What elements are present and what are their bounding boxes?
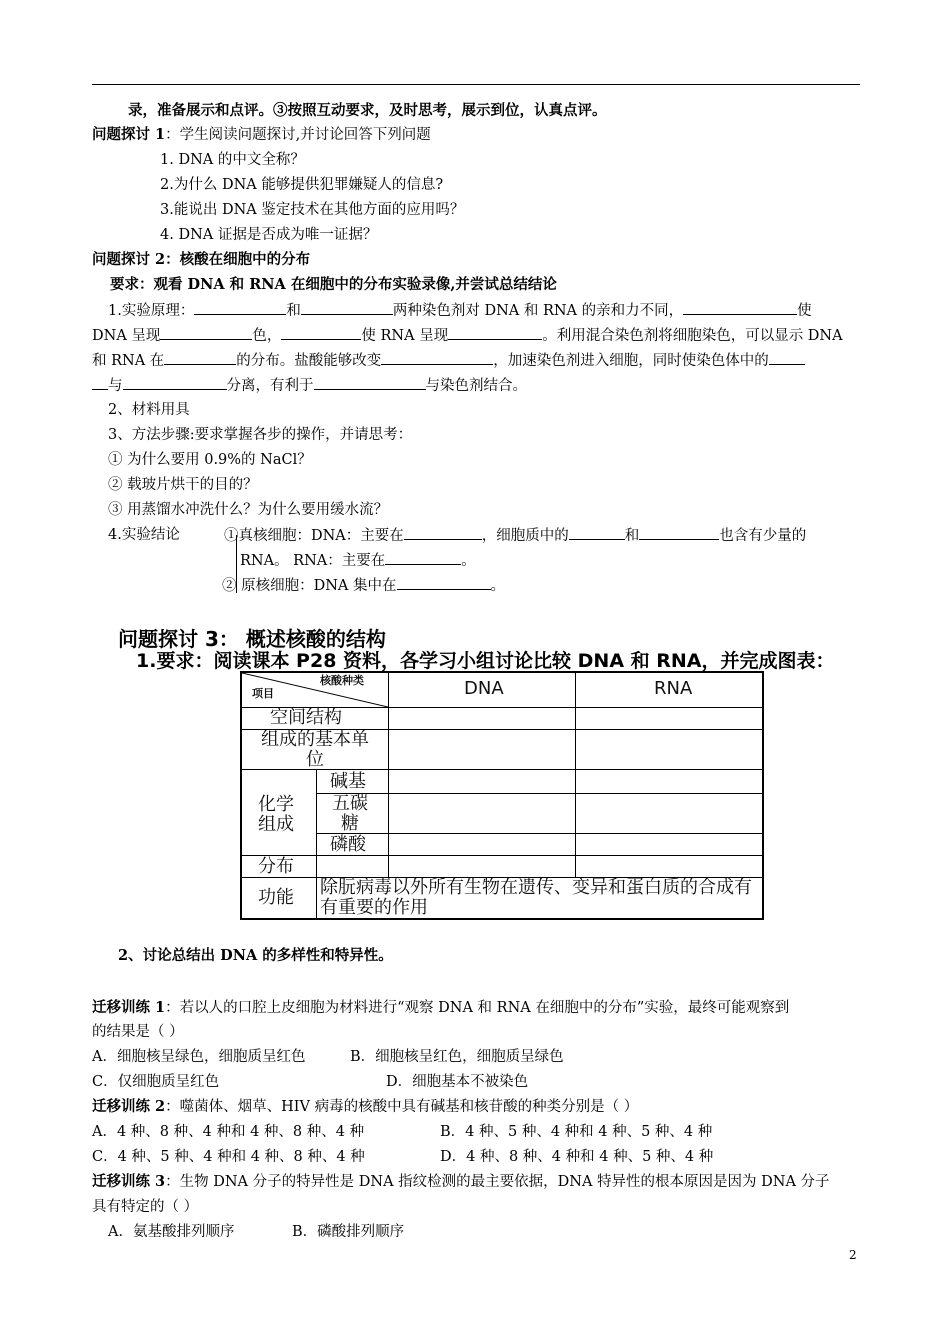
ex1-option-d: D．细胞基本不被染色 bbox=[386, 1074, 529, 1090]
q1-item-4: 4. DNA 证据是否成为唯一证据？ bbox=[160, 227, 378, 243]
col-rna: RNA bbox=[654, 678, 693, 699]
ex3-line-1: 迁移训练 3：生物 DNA 分子的特异性是 DNA 指纹检测的最主要依据，DNA 特异性的根本原因是因为 DNA 分子 bbox=[92, 1173, 830, 1190]
ex2-line: 迁移训练 2：噬菌体、烟草、HIV 病毒的核酸中具有碱基和核苷酸的种类分别是（ ） bbox=[92, 1098, 639, 1115]
blank[interactable] bbox=[683, 300, 797, 315]
ex1-line-1: 迁移训练 1：若以人的口腔上皮细胞为材料进行“观察 DNA 和 RNA 在细胞中的分布”实验，最终可能观察到 bbox=[92, 999, 790, 1016]
row-distribution: 分布 bbox=[258, 856, 294, 877]
principle-line-1: 1.实验原理： 和 两种染色剂对 DNA 和 RNA 的亲和力不同， 使 bbox=[108, 300, 812, 321]
conclusion-eukaryote-rna: RNA。 RNA：主要在 。 bbox=[240, 550, 476, 571]
blank[interactable] bbox=[448, 325, 542, 340]
ex1-line-2: 的结果是（ ） bbox=[92, 1024, 184, 1040]
blank[interactable] bbox=[639, 525, 719, 540]
ex3-option-b: B．磷酸排列顺序 bbox=[292, 1224, 405, 1240]
method-q1: ① 为什么要用 0.9%的 NaCl？ bbox=[108, 452, 312, 468]
q1-item-1: 1. DNA 的中文全称？ bbox=[160, 152, 305, 168]
ex2-option-d: D．4 种、8 种、4 种和 4 种、5 种、4 种 bbox=[440, 1149, 714, 1165]
row-structure: 空间结构 bbox=[270, 707, 342, 728]
ex2-option-a: A．4 种、8 种、4 种和 4 种、8 种、4 种 bbox=[92, 1124, 365, 1140]
sub-phos: 磷酸 bbox=[330, 834, 366, 855]
corner-top-label: 核酸种类 bbox=[320, 674, 364, 687]
ex2-option-c: C．4 种、5 种、4 种和 4 种、8 种、4 种 bbox=[92, 1149, 365, 1165]
blank[interactable] bbox=[397, 575, 491, 590]
q1-item-2: 2.为什么 DNA 能够提供犯罪嫌疑人的信息? bbox=[160, 177, 444, 193]
row-line bbox=[316, 793, 762, 794]
materials: 2、材料用具 bbox=[108, 402, 190, 418]
conclusion-prokaryote: ② 原核细胞：DNA 集中在 。 bbox=[222, 575, 505, 596]
conclusion-label: 4.实验结论 bbox=[108, 527, 180, 543]
col-dna: DNA bbox=[464, 678, 504, 699]
intro-line: 录，准备展示和点评。③按照互动要求，及时思考，展示到位，认真点评。 bbox=[128, 102, 607, 119]
ex1-option-a: A．细胞核呈绿色，细胞质呈红色 bbox=[92, 1049, 306, 1065]
blank[interactable] bbox=[314, 375, 426, 390]
q1-text: ：学生阅读问题探讨,并讨论回答下列问题 bbox=[165, 127, 431, 143]
ex1-option-c: C．仅细胞质呈红色 bbox=[92, 1074, 220, 1090]
function-text: 除朊病毒以外所有生物在遗传、变异和蛋白质的合成有有重要的作用 bbox=[320, 877, 752, 918]
blank[interactable] bbox=[123, 375, 227, 390]
conclusion-eukaryote: ①真核细胞：DNA：主要在 ，细胞质中的 和 也含有少量的 bbox=[224, 525, 806, 546]
q3-discuss: 2、讨论总结出 DNA 的多样性和特异性。 bbox=[118, 947, 393, 964]
q1-label: 问题探讨 1 bbox=[92, 126, 166, 143]
q1-item-3: 3.能说出 DNA 鉴定技术在其他方面的应用吗？ bbox=[160, 202, 465, 218]
blank[interactable] bbox=[301, 300, 393, 315]
q2-requirement: 要求：观看 DNA 和 RNA 在细胞中的分布实验录像,并尝试总结结论 bbox=[110, 276, 557, 293]
principle-line-4: 与 分离，有利于 与染色剂结合。 bbox=[92, 375, 527, 396]
method: 3、方法步骤:要求掌握各步的操作，并请思考： bbox=[108, 427, 413, 443]
q2-heading bbox=[92, 250, 310, 270]
ex1-option-b: B．细胞核呈红色，细胞质呈绿色 bbox=[350, 1049, 564, 1065]
row-function: 功能 bbox=[258, 887, 294, 908]
col-line bbox=[316, 769, 317, 918]
q3-title: 问题探讨 3： 概述核酸的结构 bbox=[118, 627, 386, 651]
ex3-option-a: A．氨基酸排列顺序 bbox=[108, 1224, 235, 1240]
blank[interactable] bbox=[404, 525, 482, 540]
col-line bbox=[575, 673, 576, 877]
page-number: 2 bbox=[849, 1248, 857, 1262]
row-line bbox=[316, 833, 762, 834]
blank[interactable] bbox=[194, 300, 286, 315]
ex2-option-b: B．4 种、5 种、4 种和 4 种、5 种、4 种 bbox=[440, 1124, 713, 1140]
blank[interactable] bbox=[164, 350, 236, 365]
q1-heading bbox=[92, 125, 431, 145]
principle-line-3: 和 RNA 在 的分布。盐酸能够改变 ，加速染色剂进入细胞，同时使染色体中的 bbox=[92, 350, 805, 371]
method-q3: ③ 用蒸馏水冲洗什么？为什么要用缓水流？ bbox=[108, 502, 389, 518]
q2-text: ：核酸在细胞中的分布 bbox=[165, 251, 311, 268]
blank[interactable] bbox=[381, 350, 493, 365]
blank[interactable] bbox=[92, 375, 108, 390]
sub-base: 碱基 bbox=[330, 771, 366, 792]
sub-sugar: 五碳糖 bbox=[332, 793, 368, 834]
q2-label: 问题探讨 2 bbox=[92, 251, 166, 268]
blank[interactable] bbox=[569, 525, 625, 540]
blank[interactable] bbox=[385, 550, 461, 565]
comparison-table bbox=[240, 671, 764, 920]
q3-requirement: 1.要求：阅读课本 P28 资料，各学习小组讨论比较 DNA 和 RNA，并完成图表： bbox=[136, 650, 835, 672]
row-chem: 化学组成 bbox=[258, 794, 294, 835]
blank[interactable] bbox=[769, 350, 805, 365]
ex3-line-2: 具有特定的（ ） bbox=[92, 1199, 199, 1215]
method-q2: ② 载玻片烘干的目的？ bbox=[108, 477, 258, 493]
blank[interactable] bbox=[160, 325, 252, 340]
principle-line-2: DNA 呈现 色， 使 RNA 呈现 。利用混合染色剂将细胞染色，可以显示 DNA bbox=[92, 325, 843, 346]
blank[interactable] bbox=[281, 325, 361, 340]
corner-bottom-label: 项目 bbox=[252, 687, 274, 700]
row-line bbox=[242, 855, 762, 856]
header-rule bbox=[92, 84, 860, 85]
row-unit: 组成的基本单位 bbox=[261, 729, 369, 770]
